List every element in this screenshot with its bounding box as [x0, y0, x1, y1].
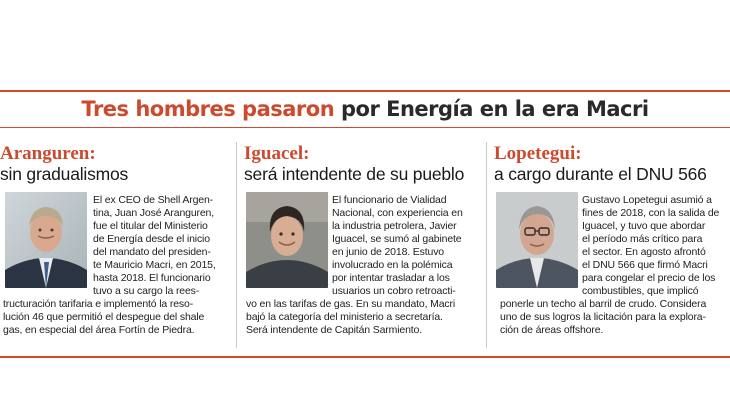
column-subtitle: sin gradualismos — [0, 164, 129, 184]
text-line: te Mauricio Macri, en 2015, — [93, 259, 216, 271]
text-line: fines de 2018, con la salida de — [582, 207, 720, 219]
text-line: El ex CEO de Shell Argen- — [93, 194, 213, 206]
column-lopetegui — [494, 138, 730, 336]
headline-part-a: Tres hombres pasaron — [81, 97, 335, 121]
portrait-man-icon — [496, 192, 578, 288]
column-name: Aranguren: — [0, 143, 96, 164]
column-name: Lopetegui: — [494, 143, 582, 164]
text-line: combustibles, que implicó — [582, 285, 699, 297]
headline — [0, 97, 730, 121]
title-rule — [0, 127, 730, 128]
text-line: vo en las tarifas de gas. En su mandato, Macri — [246, 298, 456, 310]
text-line: lución 46 que permitió el despegue del shale — [3, 311, 205, 323]
text-line: del mandato del presiden- — [93, 246, 211, 258]
text-line: Nacional, con experiencia en — [332, 207, 463, 219]
text-line: uno de sus logros la licitación para la explora- — [500, 311, 706, 323]
top-rule — [0, 90, 730, 92]
headline-part-b: por Energía en la era Macri — [340, 97, 649, 121]
article-text-wide — [3, 298, 204, 337]
text-line: tructuración tarifaria e implementó la reso- — [3, 298, 194, 310]
article-text — [332, 194, 463, 298]
text-line: usuarios un cobro retroacti- — [332, 285, 456, 297]
text-line: en junio de 2018. Estuvo — [332, 246, 444, 258]
bottom-rule — [0, 356, 730, 358]
text-line: gas, en especial del área Fortín de Piedra. — [3, 324, 195, 336]
text-line: fue el titular del Ministerio — [93, 220, 208, 232]
text-line: para congelar el precio de los — [582, 272, 716, 284]
text-line: ción de áreas offshore. — [500, 324, 604, 336]
portrait-man-icon — [5, 192, 87, 288]
text-line: tuvo a su cargo la rees- — [93, 285, 200, 297]
text-line: bajó la categoría del ministerio a secretaría. — [246, 311, 443, 323]
text-line: el período más crítico para — [582, 233, 703, 245]
column-divider — [486, 142, 487, 348]
article-text — [93, 194, 216, 298]
text-line: tina, Juan José Aranguren, — [93, 207, 215, 219]
text-line: involucrado en la polémica — [332, 259, 453, 271]
text-line: Iguacel, se sumó al gabinete — [332, 233, 462, 245]
portrait-man-icon — [246, 192, 328, 288]
portrait-photo — [496, 192, 578, 288]
text-line: el sector. En agosto afrontó — [582, 246, 706, 258]
text-line: el DNU 566 que firmó Macri — [582, 259, 708, 271]
text-line: por intentar trasladar a los — [332, 272, 450, 284]
article-text-wide — [246, 298, 455, 337]
text-line: Iguacel, y tuvo que abordar — [582, 220, 706, 232]
column-aranguren — [0, 138, 230, 336]
portrait-photo — [246, 192, 328, 288]
column-subtitle: será intendente de su pueblo — [244, 164, 465, 184]
text-line: la industria petrolera, Javier — [332, 220, 457, 232]
column-name: Iguacel: — [244, 143, 310, 164]
text-line: hasta 2018. El funcionario — [93, 272, 211, 284]
text-line: El funcionario de Vialidad — [332, 194, 447, 206]
column-iguacel — [244, 138, 476, 336]
article-text-wide — [500, 298, 706, 337]
column-divider — [236, 142, 237, 348]
text-line: Será intendente de Capitán Sarmiento. — [246, 324, 422, 336]
portrait-photo — [5, 192, 87, 288]
column-subtitle: a cargo durante el DNU 566 — [494, 164, 707, 184]
text-line: ponerle un techo al barril de crudo. Considera — [500, 298, 707, 310]
article-text — [582, 194, 719, 298]
text-line: Gustavo Lopetegui asumió a — [582, 194, 712, 206]
text-line: de Energía desde el inicio — [93, 233, 210, 245]
